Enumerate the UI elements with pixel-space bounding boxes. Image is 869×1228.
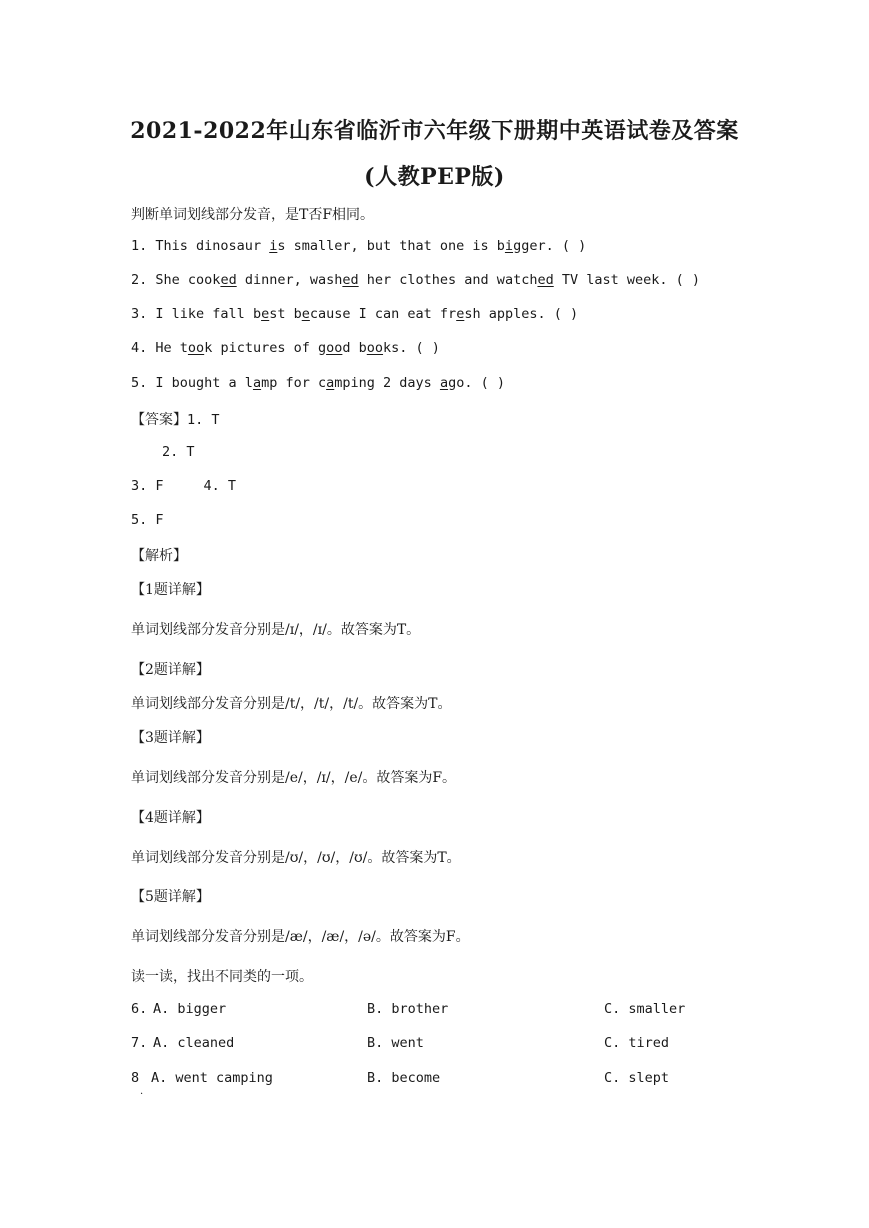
explanation-heading-1: 【1题详解】	[131, 582, 210, 598]
answer-5: 5. F	[131, 512, 164, 528]
underlined-letters: oo	[366, 340, 384, 356]
question-text: gger. ( )	[513, 238, 587, 254]
question-text: This dinosaur	[155, 238, 270, 254]
question-text: He t	[155, 340, 188, 356]
underlined-letters: oo	[187, 340, 205, 356]
question-text: sh apples. ( )	[464, 306, 579, 322]
page-title-line2: (人教PEP版)	[364, 164, 505, 190]
page-title-line1: 2021-2022年山东省临沂市六年级下册期中英语试卷及答案	[130, 118, 739, 144]
question-number: 2.	[131, 272, 148, 288]
question-number: 6.	[131, 1001, 148, 1017]
explanation-text-5: 单词划线部分发音分别是/æ/，/æ/，/ə/。故答案为F。	[131, 929, 470, 945]
option-c: C. tired	[604, 1035, 670, 1051]
question-5	[131, 375, 505, 391]
stray-dot: .	[140, 1086, 144, 1097]
question-text: k pictures of g	[204, 340, 327, 356]
underlined-letters: ed	[220, 272, 237, 288]
question-text: cause I can eat fr	[309, 306, 457, 322]
question-text: I like fall b	[155, 306, 262, 322]
section2-instruction: 读一读，找出不同类的一项。	[131, 969, 313, 985]
explanation-text-1: 单词划线部分发音分别是/ɪ/，/ɪ/。故答案为T。	[131, 622, 421, 638]
answer-1: 1. T	[187, 412, 220, 428]
answer-label: 【答案】	[131, 412, 187, 428]
question-text: I bought a l	[155, 375, 253, 391]
section1-instruction: 判断单词划线部分发音，是T否F相同。	[131, 207, 375, 223]
question-text: dinner, wash	[236, 272, 343, 288]
analysis-label: 【解析】	[131, 548, 187, 564]
underlined-letters: e	[261, 306, 270, 322]
underlined-letters: e	[301, 306, 310, 322]
option-c: C. smaller	[604, 1001, 686, 1017]
question-2	[131, 272, 700, 288]
question-number: 4.	[131, 340, 148, 356]
answer-row-3	[131, 478, 236, 494]
underlined-letters: i	[504, 238, 514, 254]
answer-3: 3. F	[131, 478, 164, 494]
question-text: go. ( )	[448, 375, 505, 391]
question-text: her clothes and watch	[358, 272, 538, 288]
explanation-heading-4: 【4题详解】	[131, 810, 210, 826]
option-a: A. cleaned	[153, 1035, 235, 1051]
explanation-heading-5: 【5题详解】	[131, 889, 210, 905]
underlined-letters: ed	[537, 272, 554, 288]
question-number: 5.	[131, 375, 148, 391]
underlined-letters: i	[269, 238, 278, 254]
question-4	[131, 340, 440, 356]
option-a: A. went camping	[151, 1070, 273, 1086]
option-c: C. slept	[604, 1070, 670, 1086]
question-text: st b	[269, 306, 302, 322]
underlined-letters: a	[252, 375, 262, 391]
question-number: 1.	[131, 238, 148, 254]
option-b: B. brother	[367, 1001, 449, 1017]
explanation-text-4: 单词划线部分发音分别是/ʊ/，/ʊ/，/ʊ/。故答案为T。	[131, 850, 461, 866]
question-text: ks. ( )	[383, 340, 440, 356]
question-text: s smaller, but that one is b	[277, 238, 505, 254]
explanation-heading-3: 【3题详解】	[131, 730, 210, 746]
underlined-letters: e	[456, 306, 465, 322]
option-b: B. went	[367, 1035, 424, 1051]
option-a: A. bigger	[153, 1001, 227, 1017]
question-number: 7.	[131, 1035, 148, 1051]
question-1	[131, 238, 586, 254]
option-b: B. become	[367, 1070, 441, 1086]
underlined-letters: a	[326, 375, 335, 391]
answer-4: 4. T	[203, 478, 237, 494]
question-3	[131, 306, 578, 322]
underlined-letters: ed	[342, 272, 359, 288]
underlined-letters: oo	[326, 340, 343, 356]
question-text: TV last week. ( )	[553, 272, 701, 288]
explanation-text-2: 单词划线部分发音分别是/t/，/t/，/t/。故答案为T。	[131, 696, 452, 712]
question-number: 3.	[131, 306, 148, 322]
question-text: She cook	[155, 272, 221, 288]
question-number: 8	[131, 1070, 140, 1086]
question-text: d b	[342, 340, 367, 356]
explanation-text-3: 单词划线部分发音分别是/e/，/ɪ/，/e/。故答案为F。	[131, 770, 457, 786]
answer-row-1	[131, 409, 220, 429]
question-text: mp for c	[261, 375, 327, 391]
underlined-letters: a	[439, 375, 449, 391]
explanation-heading-2: 【2题详解】	[131, 662, 210, 678]
answer-2: 2. T	[162, 444, 195, 460]
question-text: mping 2 days	[334, 375, 440, 391]
